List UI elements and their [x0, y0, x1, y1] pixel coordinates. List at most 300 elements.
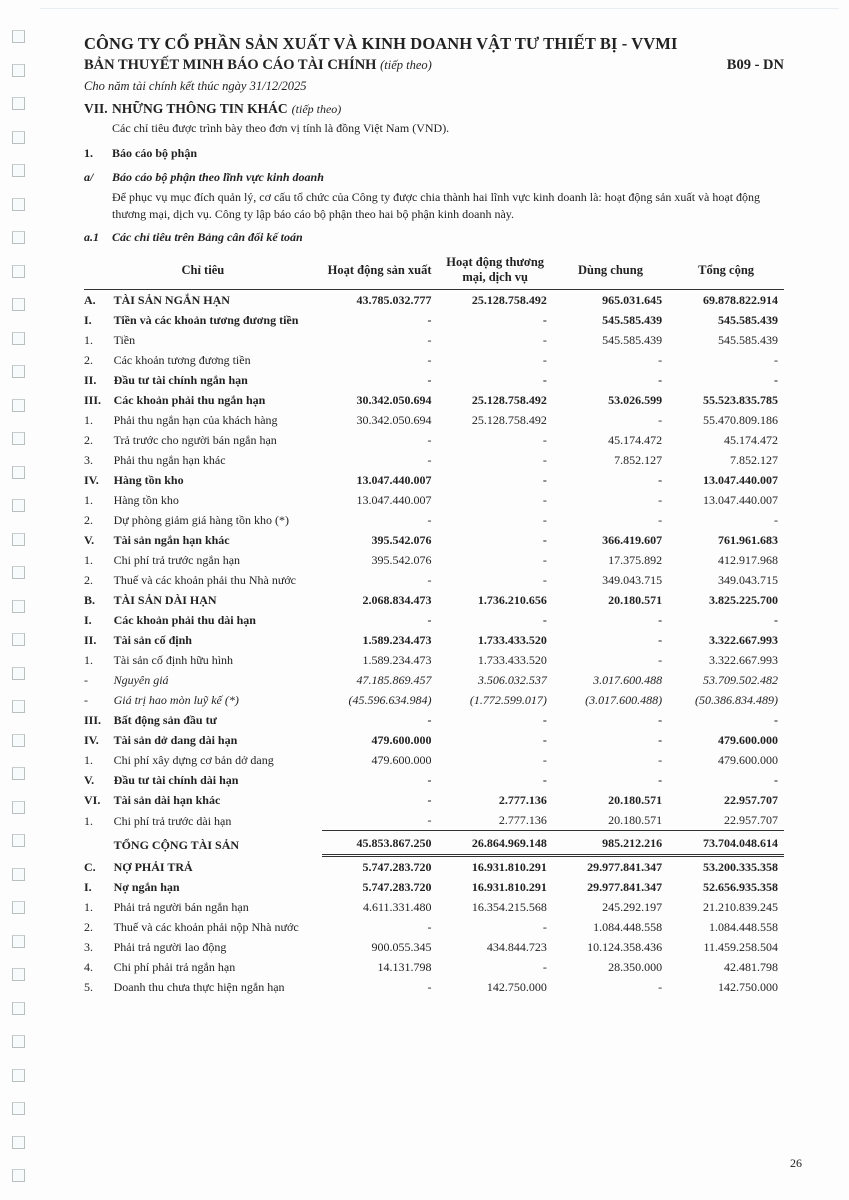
binder-hole-icon: [12, 1002, 25, 1015]
shared-value: 28.350.000: [608, 960, 663, 974]
production-value: -: [427, 980, 432, 994]
row-code: III.: [84, 393, 102, 407]
shared-value: 245.292.197: [602, 900, 663, 914]
table-row: [84, 917, 784, 937]
row-label: Đầu tư tài chính ngắn hạn: [113, 373, 248, 387]
column-header-indicator: Chỉ tiêu: [84, 253, 322, 290]
column-header-trade-services: Hoạt động thương mại, dịch vụ: [438, 253, 553, 290]
row-label: Phải trả người bán ngắn hạn: [113, 900, 249, 914]
production-value: 30.342.050.694: [356, 393, 432, 407]
row-code: V.: [84, 533, 95, 547]
production-value: 30.342.050.694: [356, 413, 432, 427]
row-label: Nguyên giá: [113, 673, 169, 687]
column-header-production: Hoạt động sản xuất: [322, 253, 438, 290]
document-page: [84, 34, 784, 997]
production-value: 13.047.440.007: [356, 493, 432, 507]
part-a-number: a/: [84, 170, 94, 184]
shared-value: 985.212.216: [553, 831, 668, 856]
row-label: Giá trị hao mòn luỹ kế (*): [113, 693, 239, 707]
production-value: 479.600.000: [371, 753, 432, 767]
trade-services-value: 434.844.723: [486, 940, 547, 954]
trade-services-value: 26.864.969.148: [438, 831, 553, 856]
shared-value: 29.977.841.347: [587, 860, 663, 874]
row-label: Tiền: [113, 333, 136, 347]
production-value: -: [427, 793, 432, 807]
production-value: 2.068.834.473: [362, 593, 432, 607]
row-code: B.: [84, 593, 96, 607]
row-code: C.: [84, 860, 96, 874]
binder-hole-icon: [12, 332, 25, 345]
total-value: -: [774, 513, 778, 527]
production-value: -: [427, 813, 432, 827]
shared-value: 7.852.127: [614, 453, 663, 467]
binder-hole-icon: [12, 164, 25, 177]
row-code: 1.: [84, 653, 93, 667]
shared-value: -: [658, 413, 663, 427]
table-row: [84, 430, 784, 450]
shared-value: 29.977.841.347: [587, 880, 663, 894]
total-value: 13.047.440.007: [703, 493, 778, 507]
production-value: 395.542.076: [371, 533, 432, 547]
production-value: -: [427, 513, 432, 527]
total-value: 55.523.835.785: [703, 393, 778, 407]
row-code: 4.: [84, 960, 93, 974]
trade-services-value: 25.128.758.492: [471, 293, 547, 307]
shared-value: 53.026.599: [608, 393, 663, 407]
total-value: -: [774, 773, 778, 787]
binder-hole-icon: [12, 868, 25, 881]
table-row: [84, 590, 784, 610]
table-row: [84, 810, 784, 831]
total-value: -: [774, 353, 778, 367]
row-label: Tài sản cố định hữu hình: [113, 653, 234, 667]
row-code: 3.: [84, 453, 93, 467]
production-value: (45.596.634.984): [348, 693, 432, 707]
shared-value: 10.124.358.436: [587, 940, 663, 954]
table-header-row: [84, 253, 784, 290]
column-header-total: Tổng cộng: [668, 253, 784, 290]
production-value: -: [427, 573, 432, 587]
total-value: 349.043.715: [718, 573, 778, 587]
table-row: [84, 690, 784, 710]
total-value: 7.852.127: [730, 453, 778, 467]
section-suffix: (tiếp theo): [291, 102, 342, 116]
production-value: 395.542.076: [371, 553, 432, 567]
trade-services-value: 16.931.810.291: [471, 860, 547, 874]
total-value: 22.957.707: [724, 813, 778, 827]
shared-value: 20.180.571: [608, 793, 663, 807]
company-name: CÔNG TY CỔ PHẦN SẢN XUẤT VÀ KINH DOANH VẬT TƯ THIẾT BỊ - VVMI: [84, 34, 678, 53]
production-value: 43.785.032.777: [356, 293, 432, 307]
row-label: Chi phí trả trước ngắn hạn: [113, 553, 241, 567]
row-code: I.: [84, 613, 92, 627]
shared-value: -: [658, 493, 663, 507]
total-value: 21.210.839.245: [703, 900, 778, 914]
row-code: II.: [84, 633, 97, 647]
total-value: 479.600.000: [718, 733, 778, 747]
row-code: A.: [84, 293, 96, 307]
binder-hole-icon: [12, 499, 25, 512]
reporting-period: Cho năm tài chính kết thúc ngày 31/12/2025: [84, 79, 307, 93]
row-label: Tiền và các khoản tương đương tiền: [113, 313, 299, 327]
row-label: Các khoản phải thu dài hạn: [113, 613, 256, 627]
binder-hole-icon: [12, 935, 25, 948]
trade-services-value: -: [542, 533, 547, 547]
part-a1-number: a.1: [84, 230, 99, 244]
row-label: Chi phí xây dựng cơ bản dở dang: [113, 753, 274, 767]
subsection-number: 1.: [84, 146, 93, 160]
shared-value: -: [658, 613, 663, 627]
total-value: 3.825.225.700: [709, 593, 778, 607]
trade-services-value: -: [542, 473, 547, 487]
total-value: 42.481.798: [724, 960, 778, 974]
row-label: Phải thu ngắn hạn khác: [113, 453, 226, 467]
form-code: B09 - DN: [726, 57, 784, 73]
trade-services-value: -: [542, 733, 547, 747]
table-row: [84, 390, 784, 410]
row-code: 1.: [84, 333, 93, 347]
table-row: [84, 310, 784, 330]
table-row: [84, 710, 784, 730]
production-value: -: [427, 353, 432, 367]
trade-services-value: 16.931.810.291: [471, 880, 547, 894]
table-row: [84, 877, 784, 897]
total-value: 55.470.809.186: [703, 413, 778, 427]
trade-services-value: 1.733.433.520: [477, 653, 547, 667]
shared-value: 17.375.892: [608, 553, 663, 567]
row-code: VI.: [84, 793, 101, 807]
scan-edge-line: [40, 8, 839, 9]
row-code: -: [84, 673, 88, 687]
shared-value: 1.084.448.558: [593, 920, 663, 934]
binder-hole-icon: [12, 901, 25, 914]
trade-services-value: -: [542, 453, 547, 467]
production-value: -: [427, 920, 432, 934]
row-label: Các khoản tương đương tiền: [113, 353, 251, 367]
total-value: 1.084.448.558: [709, 920, 778, 934]
shared-value: -: [658, 733, 663, 747]
production-value: -: [427, 613, 432, 627]
table-row: [84, 410, 784, 430]
row-label: Chi phí phải trả ngắn hạn: [113, 960, 236, 974]
binder-hole-icon: [12, 734, 25, 747]
shared-value: 349.043.715: [602, 573, 663, 587]
part-a-paragraph: Để phục vụ mục đích quản lý, cơ cấu tổ chức của Công ty được chia thành hai lĩnh vực kinh doanh là: hoạt động sản xuất và hoạt động thương mại, dịch vụ. Công ty lập báo cáo bộ phận theo hai bộ phận kinh doanh này.: [112, 190, 761, 221]
table-row: [84, 897, 784, 917]
shared-value: -: [658, 633, 663, 647]
row-code: 5.: [84, 980, 93, 994]
trade-services-value: -: [542, 513, 547, 527]
trade-services-value: -: [542, 493, 547, 507]
row-code: -: [84, 693, 88, 707]
total-value: 13.047.440.007: [703, 473, 778, 487]
shared-value: 3.017.600.488: [593, 673, 663, 687]
binder-hole-icon: [12, 198, 25, 211]
shared-value: (3.017.600.488): [585, 693, 663, 707]
table-row: [84, 977, 784, 997]
total-value: 479.600.000: [718, 753, 778, 767]
table-row: [84, 370, 784, 390]
row-label: Nợ ngắn hạn: [113, 880, 180, 894]
total-value: 3.322.667.993: [709, 653, 778, 667]
row-label: NỢ PHẢI TRẢ: [113, 860, 193, 874]
unit-note: Các chỉ tiêu được trình bày theo đơn vị tính là đồng Việt Nam (VND).: [112, 121, 450, 135]
shared-value: -: [658, 473, 663, 487]
production-value: 14.131.798: [377, 960, 432, 974]
row-label: Phải thu ngắn hạn của khách hàng: [113, 413, 278, 427]
production-value: -: [427, 333, 432, 347]
row-code: V.: [84, 773, 95, 787]
row-code: [84, 831, 110, 856]
table-row: [84, 650, 784, 670]
table-row: [84, 330, 784, 350]
shared-value: 20.180.571: [608, 813, 663, 827]
binder-hole-icon: [12, 399, 25, 412]
subsection-heading: [84, 143, 784, 163]
table-body: [84, 290, 784, 998]
table-row: [84, 470, 784, 490]
shared-value: 20.180.571: [608, 593, 663, 607]
shared-value: -: [658, 773, 663, 787]
table-row: [84, 670, 784, 690]
row-code: IV.: [84, 473, 99, 487]
table-row: [84, 856, 784, 878]
row-code: 1.: [84, 900, 93, 914]
total-value: 73.704.048.614: [668, 831, 784, 856]
binder-hole-icon: [12, 667, 25, 680]
shared-value: -: [658, 980, 663, 994]
row-label: Thuế và các khoản phải thu Nhà nước: [113, 573, 297, 587]
binder-hole-icon: [12, 600, 25, 613]
binder-hole-icon: [12, 1136, 25, 1149]
row-label: Tài sản ngắn hạn khác: [113, 533, 230, 547]
binder-hole-icon: [12, 834, 25, 847]
total-value: -: [774, 613, 778, 627]
row-label: Các khoản phải thu ngắn hạn: [113, 393, 266, 407]
total-value: 3.322.667.993: [709, 633, 778, 647]
row-label: Chi phí trả trước dài hạn: [113, 813, 232, 828]
shared-value: 45.174.472: [608, 433, 663, 447]
table-row: [84, 530, 784, 550]
table-row: [84, 610, 784, 630]
section-title: NHỮNG THÔNG TIN KHÁC: [112, 101, 288, 116]
row-label: Hàng tồn kho: [113, 473, 184, 487]
binder-hole-icon: [12, 1035, 25, 1048]
trade-services-value: 2.777.136: [498, 793, 547, 807]
total-value: 412.917.968: [718, 553, 778, 567]
shared-value: 366.419.607: [602, 533, 663, 547]
row-label: Trả trước cho người bán ngắn hạn: [113, 433, 277, 447]
row-code: IV.: [84, 733, 99, 747]
binder-hole-icon: [12, 1102, 25, 1115]
binder-holes: [10, 0, 34, 1200]
total-value: 761.961.683: [718, 533, 778, 547]
trade-services-value: 2.777.136: [498, 813, 547, 827]
row-label: Doanh thu chưa thực hiện ngắn hạn: [113, 980, 285, 994]
total-value: 52.656.935.358: [703, 880, 778, 894]
row-label: Phải trả người lao động: [113, 940, 227, 954]
total-value: 142.750.000: [718, 980, 778, 994]
row-label: Tài sản cố định: [113, 633, 192, 647]
production-value: -: [427, 373, 432, 387]
trade-services-value: -: [542, 713, 547, 727]
trade-services-value: 1.736.210.656: [477, 593, 547, 607]
trade-services-value: -: [542, 373, 547, 387]
trade-services-value: (1.772.599.017): [469, 693, 547, 707]
report-title-text: BẢN THUYẾT MINH BÁO CÁO TÀI CHÍNH: [84, 57, 377, 73]
row-code: III.: [84, 713, 102, 727]
column-header-shared: Dùng chung: [553, 253, 668, 290]
trade-services-value: 25.128.758.492: [471, 393, 547, 407]
trade-services-value: -: [542, 553, 547, 567]
production-value: 13.047.440.007: [356, 473, 432, 487]
total-value: 545.585.439: [718, 333, 778, 347]
subsection-title: Báo cáo bộ phận: [112, 146, 198, 160]
production-value: -: [427, 313, 432, 327]
total-value: 45.174.472: [724, 433, 778, 447]
binder-hole-icon: [12, 131, 25, 144]
binder-hole-icon: [12, 700, 25, 713]
trade-services-value: 1.733.433.520: [477, 633, 547, 647]
production-value: 47.185.869.457: [356, 673, 432, 687]
production-value: 45.853.867.250: [322, 831, 438, 856]
table-row: [84, 570, 784, 590]
total-value: 545.585.439: [718, 313, 778, 327]
row-code: I.: [84, 313, 92, 327]
production-value: 1.589.234.473: [362, 653, 432, 667]
trade-services-value: -: [542, 960, 547, 974]
row-code: 2.: [84, 920, 93, 934]
shared-value: 965.031.645: [602, 293, 663, 307]
binder-hole-icon: [12, 968, 25, 981]
report-title-suffix: (tiếp theo): [380, 58, 432, 72]
production-value: -: [427, 773, 432, 787]
row-code: 1.: [84, 813, 93, 828]
binder-hole-icon: [12, 298, 25, 311]
binder-hole-icon: [12, 97, 25, 110]
shared-value: -: [658, 653, 663, 667]
row-label: TÀI SẢN DÀI HẠN: [113, 593, 217, 607]
binder-hole-icon: [12, 767, 25, 780]
row-label: TÀI SẢN NGẮN HẠN: [113, 293, 230, 307]
binder-hole-icon: [12, 801, 25, 814]
shared-value: 545.585.439: [602, 333, 663, 347]
shared-value: -: [658, 513, 663, 527]
table-row: [84, 831, 784, 856]
binder-hole-icon: [12, 533, 25, 546]
production-value: 479.600.000: [371, 733, 432, 747]
table-row: [84, 730, 784, 750]
trade-services-value: -: [542, 313, 547, 327]
total-value: -: [774, 373, 778, 387]
report-title: [84, 54, 432, 76]
binder-hole-icon: [12, 64, 25, 77]
production-value: 5.747.283.720: [362, 880, 432, 894]
table-row: [84, 937, 784, 957]
row-label: Tài sản dở dang dài hạn: [113, 733, 238, 747]
trade-services-value: 3.506.032.537: [477, 673, 547, 687]
production-value: -: [427, 713, 432, 727]
row-label: Tài sản dài hạn khác: [113, 793, 221, 807]
table-row: [84, 490, 784, 510]
total-value: 11.459.258.504: [703, 940, 778, 954]
trade-services-value: 142.750.000: [486, 980, 547, 994]
part-a1-heading: [84, 227, 784, 247]
total-value: 22.957.707: [724, 793, 778, 807]
row-code: 3.: [84, 940, 93, 954]
part-a1-title: Các chỉ tiêu trên Bảng cân đối kế toán: [112, 230, 303, 244]
row-code: 1.: [84, 553, 93, 567]
total-value: 53.709.502.482: [703, 673, 778, 687]
table-row: [84, 350, 784, 370]
row-label: Hàng tồn kho: [113, 493, 179, 507]
total-value: 53.200.335.358: [703, 860, 778, 874]
binder-hole-icon: [12, 231, 25, 244]
production-value: -: [427, 433, 432, 447]
trade-services-value: -: [542, 433, 547, 447]
trade-services-value: -: [542, 753, 547, 767]
shared-value: -: [658, 373, 663, 387]
row-label: TỔNG CỘNG TÀI SẢN: [113, 837, 240, 852]
trade-services-value: 25.128.758.492: [471, 413, 547, 427]
table-row: [84, 450, 784, 470]
trade-services-value: -: [542, 773, 547, 787]
binder-hole-icon: [12, 566, 25, 579]
production-value: 5.747.283.720: [362, 860, 432, 874]
row-code: 1.: [84, 413, 93, 427]
binder-hole-icon: [12, 30, 25, 43]
trade-services-value: 16.354.215.568: [471, 900, 547, 914]
binder-hole-icon: [12, 432, 25, 445]
total-value: -: [774, 713, 778, 727]
row-label: Thuế và các khoản phải nộp Nhà nước: [113, 920, 299, 934]
table-row: [84, 630, 784, 650]
binder-hole-icon: [12, 1069, 25, 1082]
binder-hole-icon: [12, 633, 25, 646]
section-heading: [84, 98, 784, 120]
trade-services-value: -: [542, 613, 547, 627]
row-label: Đầu tư tài chính dài hạn: [113, 773, 239, 787]
total-value: 69.878.822.914: [703, 293, 778, 307]
binder-hole-icon: [12, 265, 25, 278]
page-number: 26: [790, 1156, 802, 1170]
row-label: Bất động sản đầu tư: [113, 713, 217, 727]
table-row: [84, 750, 784, 770]
row-code: 1.: [84, 493, 93, 507]
table-row: [84, 770, 784, 790]
trade-services-value: -: [542, 333, 547, 347]
shared-value: -: [658, 753, 663, 767]
section-number: VII.: [84, 101, 108, 116]
production-value: 900.055.345: [371, 940, 432, 954]
segment-balance-sheet-table: [84, 253, 784, 997]
table-row: [84, 957, 784, 977]
trade-services-value: -: [542, 353, 547, 367]
part-a-heading: [84, 167, 784, 187]
table-row: [84, 290, 784, 311]
trade-services-value: -: [542, 920, 547, 934]
production-value: -: [427, 453, 432, 467]
production-value: 4.611.331.480: [362, 900, 432, 914]
production-value: 1.589.234.473: [362, 633, 432, 647]
row-code: 1.: [84, 753, 93, 767]
shared-value: 545.585.439: [602, 313, 663, 327]
table-row: [84, 510, 784, 530]
part-a-title: Báo cáo bộ phận theo lĩnh vực kinh doanh: [112, 170, 324, 184]
row-code: 2.: [84, 433, 93, 447]
row-code: 2.: [84, 353, 93, 367]
row-code: 2.: [84, 513, 93, 527]
